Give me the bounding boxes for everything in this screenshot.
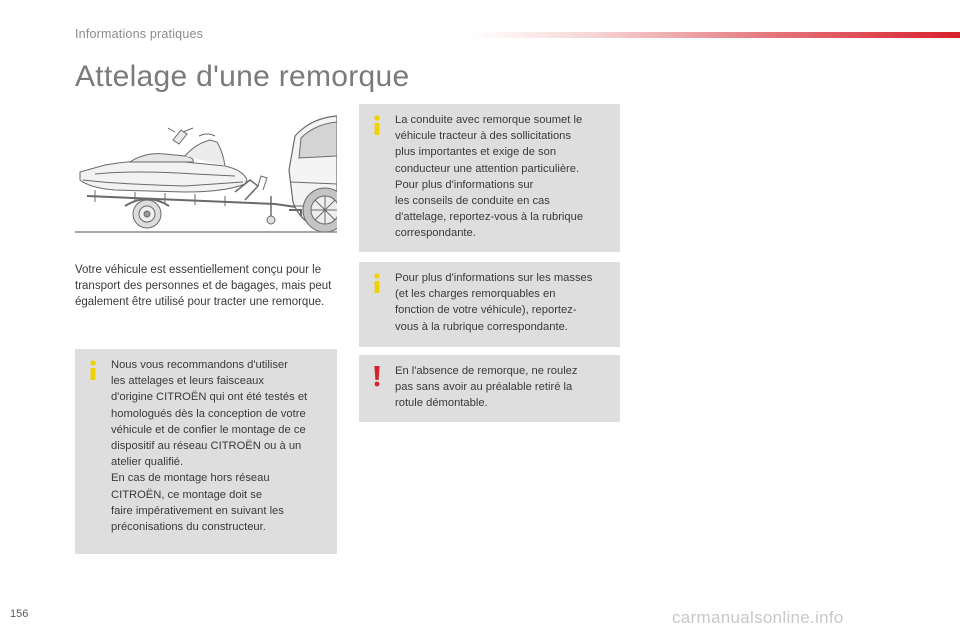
info-icon [85, 359, 101, 381]
warning-icon [369, 365, 385, 387]
warning-note-rotule [359, 355, 620, 422]
note-text: Nous vous recommandons d'utiliser les attelages et leurs faisceaux d'origine CITROËN qui ont été testés et homologués dès la conception de votre véhicule et de confier le montage de ce dispositif au réseau CITROËN ou à un atelier qualifié. En cas de montage hors réseau CITROËN, ce montage doit se faire impérativement en suivant les préconisations du constructeur. [111, 359, 308, 534]
watermark: carmanualsonline.info [672, 608, 844, 627]
info-icon [369, 114, 385, 136]
intro-paragraph: Votre véhicule est essentiellement conçu pour le transport des personnes et de bagages, mais peut également être utilisé pour tracter une remorque. [75, 264, 332, 309]
header-accent-bar [470, 32, 960, 38]
note-text: Pour plus d'informations sur les masses (et les charges remorquables en fonction de votre véhicule), reportez- vous à la rubrique correspondante. [395, 272, 593, 333]
section-header: Informations pratiques [75, 27, 204, 41]
note-text: La conduite avec remorque soumet le véhicule tracteur à des sollicitations plus importantes et exige de son conducteur une attention particulière. Pour plus d'informations sur les conseils de conduite en cas d'attelage, reportez-vous à la rubrique correspondante. [395, 114, 584, 240]
info-note-attelage-origine [75, 349, 337, 554]
info-note-conduite [359, 104, 620, 252]
page-title: Attelage d'une remorque [75, 60, 410, 93]
info-icon [369, 272, 385, 294]
info-note-masses [359, 262, 620, 347]
car-towing-trailer-illustration [75, 110, 337, 240]
note-text: En l'absence de remorque, ne roulez pas sans avoir au préalable retiré la rotule démontable. [395, 365, 578, 410]
page-number: 156 [10, 608, 29, 620]
